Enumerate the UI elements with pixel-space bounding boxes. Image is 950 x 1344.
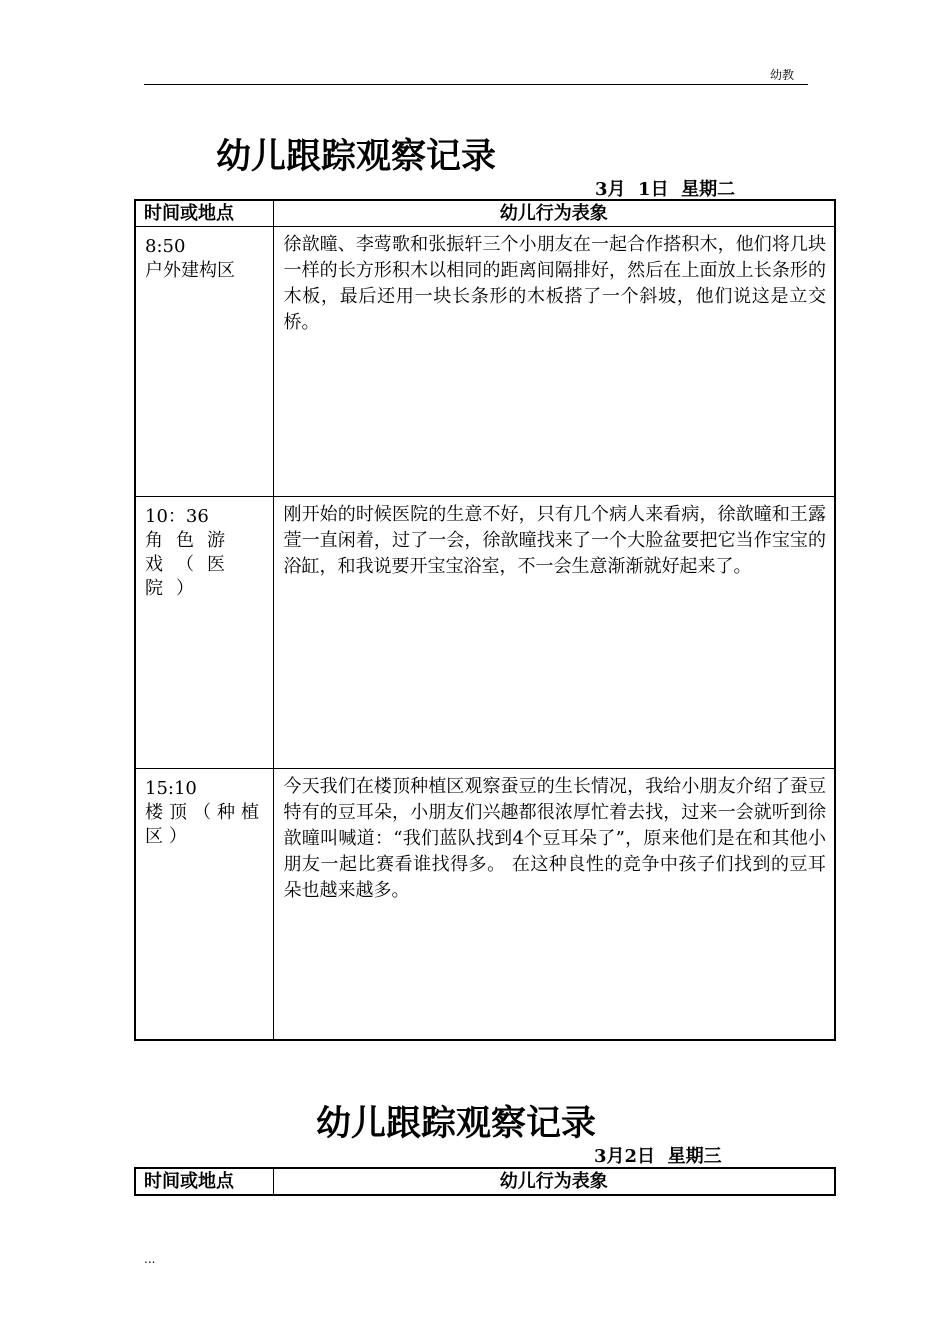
place-value: 角色游戏（医院）: [145, 530, 238, 599]
place-value: 楼顶（种植区）: [145, 802, 265, 847]
record-title: 幼儿跟踪观察记录: [316, 1104, 597, 1144]
observation-table: [134, 1167, 836, 1196]
header-divider: [144, 84, 808, 85]
time-place-cell: [135, 227, 273, 497]
table-header-row: [135, 1168, 835, 1195]
behavior-cell: 刚开始的时候医院的生意不好，只有几个病人来看病，徐歆曈和王露萱一直闲着，过了一会，徐歆曈找来了一个大脸盆要把它当作宝宝的浴缸，和我说要开宝宝浴室，不一会生意渐渐就好起来了。: [273, 497, 835, 769]
column-header-time: 时间或地点: [135, 200, 273, 227]
time-value: 10：36: [145, 506, 209, 527]
table-row: [135, 497, 835, 769]
header-label: 幼教: [770, 68, 795, 82]
time-place-cell: [135, 497, 273, 769]
footer-text: ...: [144, 1252, 156, 1266]
behavior-cell: 徐歆曈、李莺歌和张振轩三个小朋友在一起合作搭积木，他们将几块一样的长方形积木以相同的距离间隔排好，然后在上面放上长条形的木板，最后还用一块长条形的木板搭了一个斜坡，他们说这是立交桥。: [273, 227, 835, 497]
behavior-cell: 今天我们在楼顶种植区观察蚕豆的生长情况，我给小朋友介绍了蚕豆特有的豆耳朵，小朋友们兴趣都很浓厚忙着去找，过来一会就听到徐歆曈叫喊道：“我们蓝队找到4个豆耳朵了”，原来他们是在和其他小朋友一起比赛看谁找得多。 在这种良性的竞争中孩子们找到的豆耳朵也越来越多。: [273, 769, 835, 1040]
place-value: 户外建构区: [145, 260, 235, 281]
time-value: 15:10: [145, 778, 197, 799]
record-title: 幼儿跟踪观察记录: [216, 137, 497, 177]
column-header-behavior: 幼儿行为表象: [273, 1168, 835, 1195]
record-date: 3月 1日 星期二: [595, 179, 736, 200]
column-header-time: 时间或地点: [135, 1168, 273, 1195]
time-place-cell: [135, 769, 273, 1040]
record-date: 3月2日 星期三: [594, 1146, 722, 1167]
table-header-row: [135, 200, 835, 227]
table-row: [135, 227, 835, 497]
time-value: 8:50: [145, 236, 186, 257]
table-row: [135, 769, 835, 1040]
observation-table: [134, 199, 836, 1041]
column-header-behavior: 幼儿行为表象: [273, 200, 835, 227]
